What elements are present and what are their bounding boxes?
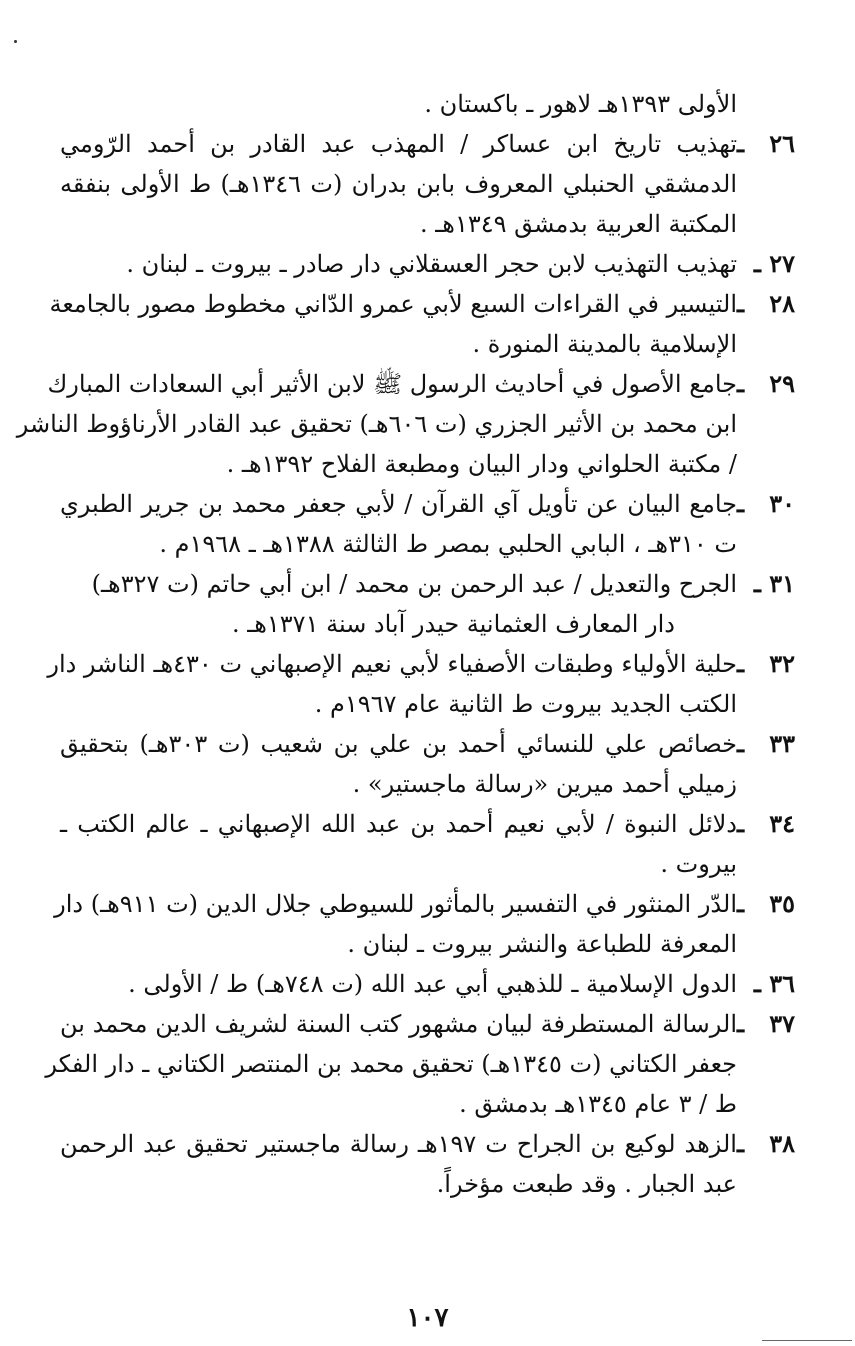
entry-number: ٣٥ ـ [737,889,795,918]
entry-37 [45,1004,795,1124]
entry-31 [60,564,795,644]
entry-line: خصائص علي للنسائي أحمد بن علي بن شعيب (ت ٣٠٣هـ) بتحقيق [60,730,737,758]
entry-line: حلية الأولياء وطبقات الأصفياء لأبي نعيم الإصبهاني ت ٤٣٠هـ الناشر دار [47,650,737,678]
entry-line: ابن محمد بن الأثير الجزري (ت ٦٠٦هـ) تحقيق عبد القادر الأرناؤوط الناشر [16,410,737,438]
entry-28 [49,284,795,364]
entry-line: المعرفة للطباعة والنشر بيروت ـ لبنان . [347,930,737,958]
entry-line: ت ٣١٠هـ ، البابي الحلبي بمصر ط الثالثة ١٣٨٨هـ ـ ١٩٦٨م . [159,530,737,558]
entry-number: ٢٨ ـ [737,289,795,318]
page-number: ١٠٧ [406,1303,449,1333]
entry-number: ٣٠ ـ [737,489,795,518]
entry-line: الإسلامية بالمدينة المنورة . [472,330,737,358]
entry-34 [60,804,795,884]
entry-number: ٣٣ ـ [737,729,795,758]
scan-speck [14,40,17,43]
entry-line: جامع الأصول في أحاديث الرسول ﷺ لابن الأثير أبي السعادات المبارك [47,370,737,398]
entry-line: الأولى ١٣٩٣هـ لاهور ـ باكستان . [424,90,737,118]
entry-line: دار المعارف العثمانية حيدر آباد سنة ١٣٧١هـ . [231,610,675,638]
entry-number: ٣٢ ـ [737,649,795,678]
entry-29 [16,364,795,484]
entry-line: بيروت . [660,850,737,878]
entry-27 [60,244,795,284]
entry-number: ٣٧ ـ [737,1009,795,1038]
entry-line: زميلي أحمد ميرين «رسالة ماجستير» . [352,770,737,798]
entry-line: دلائل النبوة / لأبي نعيم أحمد بن عبد الله الإصبهاني ـ عالم الكتب ـ [60,810,737,838]
entry-line: التيسير في القراءات السبع لأبي عمرو الدّاني مخطوط مصور بالجامعة [49,290,737,318]
entry-36 [60,964,795,1004]
entry-32 [47,644,795,724]
entry-35 [54,884,795,964]
entry-number: ٣٨ ـ [736,1129,795,1158]
entry-continuation [60,84,795,124]
entry-38 [60,1124,795,1204]
entry-line: المكتبة العربية بدمشق ١٣٤٩هـ . [419,210,737,238]
footer-rule [762,1340,852,1341]
entry-line: الجرح والتعديل / عبد الرحمن بن محمد / ابن أبي حاتم (ت ٣٢٧هـ) [91,570,737,598]
entry-line: تهذيب التهذيب لابن حجر العسقلاني دار صادر ـ بيروت ـ لبنان . [126,250,737,278]
entry-line: الدمشقي الحنبلي المعروف بابن بدران (ت ١٣٤٦هـ) ط الأولى بنفقه [60,170,737,198]
entry-number: ٢٧ ـ [753,249,795,278]
entry-line: / مكتبة الحلواني ودار البيان ومطبعة الفلاح ١٣٩٢هـ . [226,450,737,478]
entry-33 [60,724,795,804]
entry-30 [60,484,795,564]
entry-line: الكتب الجديد بيروت ط الثانية عام ١٩٦٧م . [314,690,737,718]
entry-line: جعفر الكتاني (ت ١٣٤٥هـ) تحقيق محمد بن المنتصر الكتاني ـ دار الفكر [45,1050,737,1078]
entry-line: الدّر المنثور في التفسير بالمأثور للسيوطي جلال الدين (ت ٩١١هـ) دار [54,890,737,918]
entry-number: ٣٤ ـ [737,809,795,838]
entry-line: تهذيب تاريخ ابن عساكر / المهذب عبد القادر بن أحمد الرّومي [60,130,737,158]
entry-line: الرسالة المستطرفة لبيان مشهور كتب السنة لشريف الدين محمد بن [60,1010,737,1038]
entry-number: ٣٦ ـ [753,969,795,998]
entry-number: ٢٦ ـ [737,129,795,158]
entry-26 [60,124,795,244]
entry-line: جامع البيان عن تأويل آي القرآن / لأبي جعفر محمد بن جرير الطبري [60,490,737,518]
entry-number: ٣١ ـ [753,569,795,598]
entry-line: عبد الجبار . وقد طبعت مؤخراً. [436,1170,737,1198]
entry-line: الزهد لوكيع بن الجراح ت ١٩٧هـ رسالة ماجستير تحقيق عبد الرحمن [60,1130,737,1158]
entry-line: الدول الإسلامية ـ للذهبي أبي عبد الله (ت ٧٤٨هـ) ط / الأولى . [128,970,737,998]
entry-number: ٢٩ ـ [737,369,795,398]
bibliography-page [16,84,795,1204]
entry-line: ط / ٣ عام ١٣٤٥هـ بدمشق . [459,1090,737,1118]
